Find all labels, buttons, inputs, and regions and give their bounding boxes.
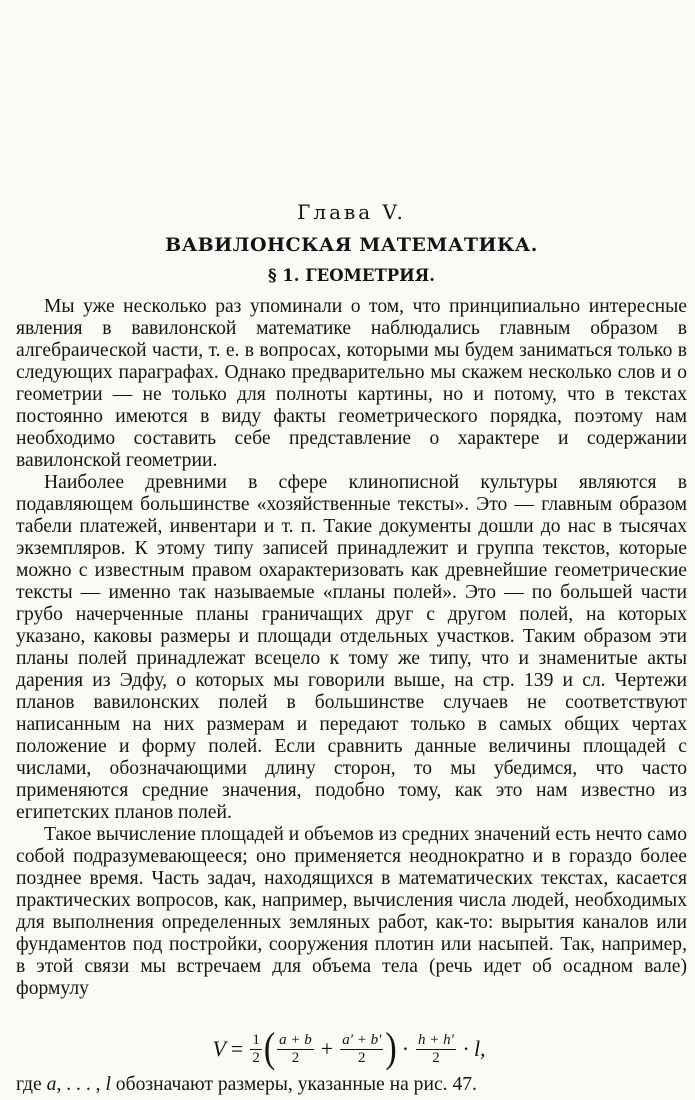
formula-fraction: $\frac{1}{2}$ <box>252 1031 260 1066</box>
closing-var-a: a <box>46 1074 57 1095</box>
body-text <box>16 296 687 1000</box>
closing-prefix: где <box>16 1074 42 1095</box>
closing-var-l: l <box>105 1074 111 1095</box>
section-title: § 1. ГЕОМЕТРИЯ. <box>267 266 436 285</box>
closing-line <box>16 1074 687 1096</box>
book-page <box>16 0 687 1100</box>
paragraph: Наиболее древними в сфере клинописной культуры являются в подавляющем большинстве «хозяйственные тексты». Это — главным образом табели платежей, инвентари и т. п. Такие документы дошли до нас в тысячах экземпляров. К этому типу записей принадлежит и группа текстов, которые можно с известным правом охарактеризовать как древнейшие геометрические тексты — именно так называемые «планы полей». Это — по большей части грубо начерченные планы граничащих друг с другом полей, на которых указано, каковы размеры и площади отдельных участков. Таким образом эти планы полей принадлежат всецело к тому же типу, что и знаменитые акты дарения из Эдфу, о которых мы говорили выше, на стр. 139 и сл. Чертежи планов вавилонских полей в большинстве случаев не соответствуют написанным на них размерам и передают только в самых общих чертах положение и форму полей. Если сравнить данные величины площадей с числами, обозначающими длину сторон, то мы убедимся, что часто применяются средние значения, подобно тому, как это нам известно из египетских планов полей. <box>16 472 687 823</box>
volume-formula <box>16 1022 687 1076</box>
closing-suffix: обозначают размеры, указанные на рис. 47. <box>115 1074 477 1095</box>
formula-fraction: $\frac{h + h'}{2}$ <box>418 1031 454 1066</box>
formula-plus: + <box>320 1036 334 1061</box>
closing-dots: , . . . , <box>56 1074 101 1095</box>
close-paren: ) <box>385 1025 397 1072</box>
formula-fraction: $\frac{a' + b'}{2}$ <box>342 1031 382 1066</box>
formula-lhs: V <box>212 1036 226 1061</box>
open-paren: ( <box>263 1025 276 1072</box>
paragraph: Мы уже несколько раз упоминали о том, что принципиально интересные явления в вавилонской математике наблюдались главным образом в алгебраической части, т. е. в вопросах, которыми мы будем заниматься только в следующих параграфах. Однако предварительно мы скажем несколько слов и о геометрии — не только для полноты картины, но и потому, что в текстах постоянно имеются в виду факты геометрического порядка, поэтому нам необходимо составить себе представление о характере и содержании вавилонской геометрии. <box>16 296 687 471</box>
chapter-label: Глава V. <box>297 200 406 224</box>
formula-equals: = <box>230 1036 244 1061</box>
chapter-title: ВАВИЛОНСКАЯ МАТЕМАТИКА. <box>165 234 538 256</box>
formula-tail: · l, <box>462 1036 486 1061</box>
paragraph: Такое вычисление площадей и объемов из средних значений есть нечто само собой подразумевающееся; оно применяется неоднократно и в гораздо более позднее время. Часть задач, находящихся в математических текстах, касается практических вопросов, как, например, вычисления числа людей, необходимых для выполнения определенных земляных работ, как-то: вырытия каналов или фундаментов под постройки, сооружения плотин или насыпей. Так, например, в этой связи мы встречаем для объема тела (речь идет об осадном вале) формулу <box>16 824 687 999</box>
formula-dot: · <box>401 1036 410 1061</box>
formula-fraction: $\frac{a + b}{2}$ <box>279 1031 312 1066</box>
